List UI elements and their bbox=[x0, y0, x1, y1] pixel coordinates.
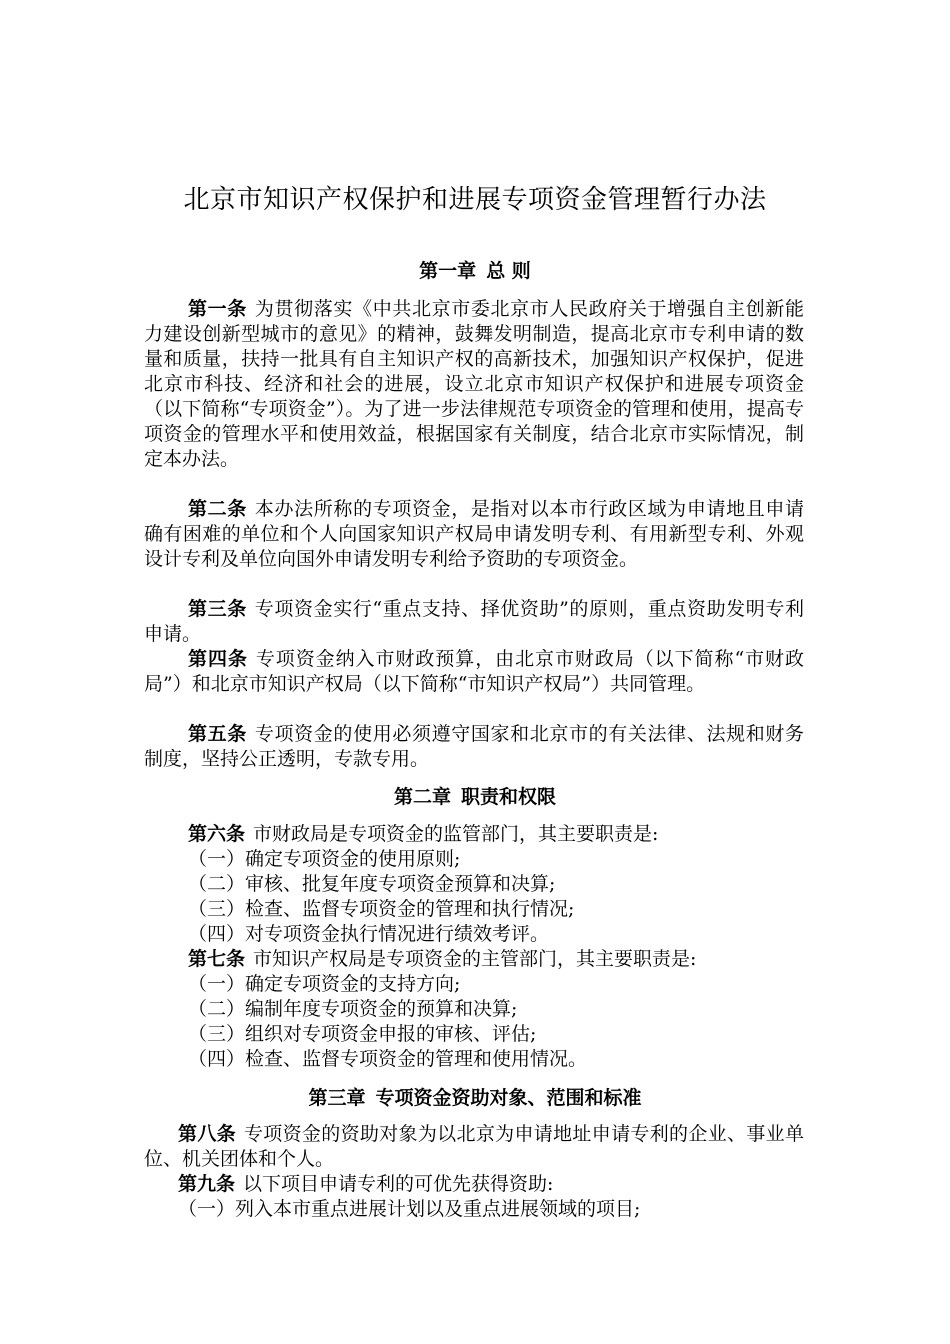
article-2 bbox=[144, 497, 804, 572]
chapter-number: 第三章 bbox=[308, 1087, 366, 1109]
article-text: 专项资金纳入市财政预算，由北京市财政局（以下简称“市财政局”）和北京市知识产权局（以下简称“市知识产权局”）共同管理。 bbox=[144, 648, 804, 695]
article-text: 专项资金实行“重点支持、择优资助”的原则，重点资助发明专利申请。 bbox=[144, 598, 804, 645]
article-8 bbox=[144, 1122, 804, 1172]
list-item: （二）编制年度专项资金的预算和决算; bbox=[188, 998, 518, 1020]
list-item: （三）组织对专项资金申报的审核、评估; bbox=[188, 1023, 537, 1045]
list-item: （一）列入本市重点进展计划以及重点进展领域的项目; bbox=[178, 1198, 641, 1220]
list-item: （四）检查、监督专项资金的管理和使用情况。 bbox=[188, 1048, 588, 1070]
chapter-3-heading bbox=[0, 1085, 950, 1111]
article-3 bbox=[144, 597, 804, 647]
list-item: （三）检查、监督专项资金的管理和执行情况; bbox=[188, 898, 575, 920]
document-title: 北京市知识产权保护和进展专项资金管理暂行办法 bbox=[183, 185, 767, 215]
article-label: 第七条 bbox=[188, 948, 246, 970]
article-label: 第八条 bbox=[178, 1123, 236, 1145]
chapter-1-heading bbox=[0, 258, 950, 284]
article-label: 第六条 bbox=[188, 823, 246, 845]
chapter-number: 第二章 bbox=[393, 786, 451, 808]
chapter-name: 总 则 bbox=[486, 260, 531, 282]
article-9 bbox=[144, 1172, 804, 1197]
article-label: 第四条 bbox=[188, 648, 248, 670]
article-5 bbox=[144, 722, 804, 772]
article-label: 第九条 bbox=[178, 1173, 236, 1195]
article-text: 以下项目申请专利的可优先获得资助: bbox=[243, 1173, 554, 1195]
article-label: 第二条 bbox=[188, 498, 247, 520]
article-text: 本办法所称的专项资金，是指对以本市行政区域为申请地且申请确有困难的单位和个人向国家知识产权局申请发明专利、有用新型专利、外观设计专利及单位向国外申请发明专利给予资助的专项资金。 bbox=[144, 498, 804, 570]
article-text: 市知识产权局是专项资金的主管部门，其主要职责是: bbox=[253, 948, 697, 970]
list-item: （一）确定专项资金的支持方向; bbox=[188, 973, 461, 995]
article-4 bbox=[144, 647, 804, 697]
article-label: 第五条 bbox=[188, 723, 247, 745]
list-item: （二）审核、批复年度专项资金预算和决算; bbox=[188, 873, 556, 895]
article-1 bbox=[144, 297, 804, 472]
chapter-name: 职责和权限 bbox=[461, 786, 557, 808]
list-item: （四）对专项资金执行情况进行绩效考评。 bbox=[188, 923, 550, 945]
article-7 bbox=[144, 947, 804, 972]
chapter-name: 专项资金资助对象、范围和标准 bbox=[375, 1087, 642, 1109]
article-text: 专项资金的资助对象为以北京为申请地址申请专利的企业、事业单位、机关团体和个人。 bbox=[144, 1123, 804, 1170]
list-item: （一）确定专项资金的使用原则; bbox=[188, 848, 461, 870]
article-text: 为贯彻落实《中共北京市委北京市人民政府关于增强自主创新能力建设创新型城市的意见》的精神，鼓舞发明制造，提高北京市专利申请的数量和质量，扶持一批具有自主知识产权的高新技术，加强知识产权保护，促进北京市科技、经济和社会的进展，设立北京市知识产权保护和进展专项资金（以下简称“专项资金”）。为了进一步法律规范专项资金的管理和使用，提高专项资金的管理水平和使用效益，根据国家有关制度，结合北京市实际情况，制定本办法。 bbox=[144, 298, 804, 470]
article-label: 第三条 bbox=[188, 598, 247, 620]
chapter-number: 第一章 bbox=[419, 260, 477, 282]
article-text: 专项资金的使用必须遵守国家和北京市的有关法律、法规和财务制度，坚持公正透明，专款专用。 bbox=[144, 723, 804, 770]
article-text: 市财政局是专项资金的监管部门，其主要职责是: bbox=[253, 823, 659, 845]
article-6 bbox=[144, 822, 804, 847]
chapter-2-heading bbox=[0, 784, 950, 810]
article-label: 第一条 bbox=[188, 298, 247, 320]
